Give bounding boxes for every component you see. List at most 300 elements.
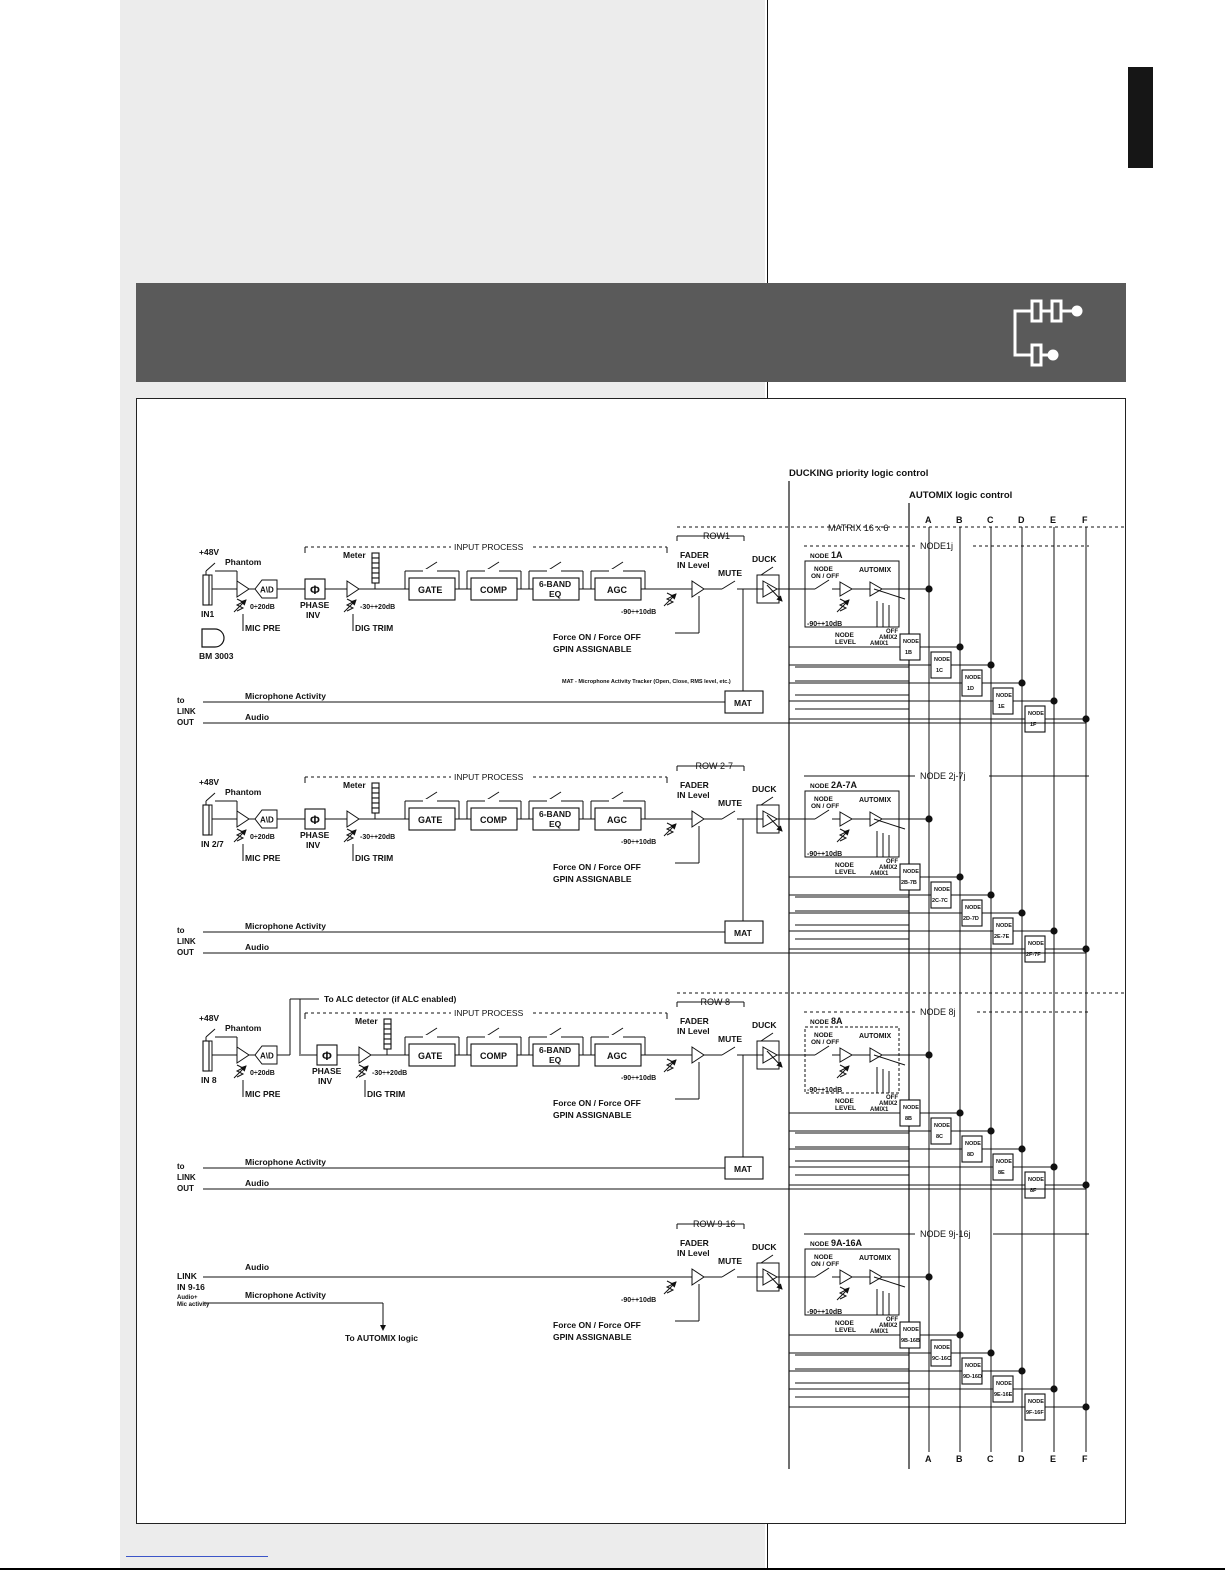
fader-amp bbox=[692, 581, 704, 597]
duck-label: DUCK bbox=[752, 554, 777, 564]
switch-gap bbox=[485, 799, 499, 803]
fader-pot bbox=[667, 1059, 673, 1071]
bus-junction bbox=[1050, 697, 1057, 704]
dig-trim-label: DIG TRIM bbox=[355, 623, 394, 633]
fader-amp bbox=[692, 811, 704, 827]
section-header-banner bbox=[136, 283, 1126, 382]
node-8c-box bbox=[931, 1118, 951, 1144]
node-header-label: NODE 2j-7j bbox=[920, 771, 966, 781]
node-a-name: 1A bbox=[831, 550, 843, 560]
fader-label-1: FADER bbox=[680, 780, 709, 790]
switch-gap bbox=[609, 1035, 623, 1039]
row-label: ROW 9-16 bbox=[693, 1219, 736, 1229]
fader-range: -90÷+10dB bbox=[621, 609, 657, 616]
link-in-label-2: IN 9-16 bbox=[177, 1282, 205, 1292]
node-2d-7d-box bbox=[962, 900, 982, 926]
dig-trim-range: -30÷+20dB bbox=[372, 1070, 408, 1077]
node-tag: NODE bbox=[903, 869, 919, 875]
node-onoff-label-1: NODE bbox=[814, 1254, 833, 1261]
meter-segment bbox=[372, 783, 379, 788]
off-label: OFF bbox=[886, 859, 898, 865]
fader-label-2: IN Level bbox=[677, 790, 710, 800]
bus-letter-bottom-f: F bbox=[1082, 1454, 1088, 1464]
bus-letter-top-f: F bbox=[1082, 515, 1088, 525]
bus-junction bbox=[1082, 715, 1089, 722]
phantom-switch-lever bbox=[206, 1029, 215, 1037]
agc-label: AGC bbox=[607, 585, 627, 595]
signal-flow-diagram bbox=[137, 399, 1127, 1525]
switch-gap bbox=[609, 569, 623, 573]
ad-label: A\D bbox=[260, 1051, 274, 1061]
dig-trim-amp bbox=[347, 811, 359, 827]
row-label: ROW1 bbox=[703, 531, 730, 541]
link-out-to: to bbox=[177, 696, 185, 705]
duck-label: DUCK bbox=[752, 784, 777, 794]
fader-label-2: IN Level bbox=[677, 1248, 710, 1258]
mic-gain-range: 0÷20dB bbox=[250, 834, 275, 841]
node-8f-box bbox=[1025, 1172, 1045, 1198]
node-9e-16e-box bbox=[993, 1376, 1013, 1402]
mic-pre-label: MIC PRE bbox=[245, 623, 281, 633]
phantom-voltage: +48V bbox=[199, 547, 220, 557]
dig-trim-label: DIG TRIM bbox=[367, 1089, 406, 1099]
meter-segment bbox=[384, 1039, 391, 1044]
phantom-label: Phantom bbox=[225, 787, 262, 797]
bus-junction bbox=[1082, 1403, 1089, 1410]
node-onoff-label-2: ON / OFF bbox=[811, 803, 840, 810]
mute-label: MUTE bbox=[718, 1256, 743, 1266]
meter-segment bbox=[372, 803, 379, 808]
switch-gap bbox=[485, 1035, 499, 1039]
gpin-label: GPIN ASSIGNABLE bbox=[553, 1110, 632, 1120]
fader-label-1: FADER bbox=[680, 1238, 709, 1248]
node-level-label-2: LEVEL bbox=[835, 869, 856, 876]
link-out-link: LINK bbox=[177, 937, 196, 946]
bus-junction bbox=[1082, 1181, 1089, 1188]
switch-gap bbox=[423, 569, 437, 573]
gate-label: GATE bbox=[418, 585, 443, 595]
node-range: -90÷+10dB bbox=[807, 851, 843, 858]
amix2-label: AMIX2 bbox=[879, 1101, 898, 1107]
mic-gain-trim-arrow bbox=[234, 1066, 246, 1078]
mic-preamp bbox=[237, 811, 249, 827]
fader-label-2: IN Level bbox=[677, 1026, 710, 1036]
ducking-title: DUCKING priority logic control bbox=[789, 468, 929, 479]
mute-switch bbox=[722, 1269, 735, 1277]
input-process-label: INPUT PROCESS bbox=[454, 772, 524, 782]
node-tag: NODE bbox=[965, 1363, 981, 1369]
node-1b-box bbox=[900, 634, 920, 660]
boundary-mic-icon bbox=[202, 629, 224, 647]
bus-junction bbox=[1018, 1367, 1025, 1374]
node-name: 2F-7F bbox=[1026, 952, 1041, 958]
block-diagram-frame bbox=[136, 398, 1126, 1524]
node-tag: NODE bbox=[903, 1105, 919, 1111]
node-tag: NODE bbox=[903, 1327, 919, 1333]
node-level-label-1: NODE bbox=[835, 862, 854, 869]
mic-gain-trim bbox=[237, 1065, 243, 1077]
meter-segment bbox=[372, 808, 379, 813]
duck-amp bbox=[763, 581, 777, 597]
bus-letters-top bbox=[925, 515, 1088, 525]
audio-label: Audio bbox=[245, 942, 270, 952]
node-name: 9D-16D bbox=[963, 1374, 982, 1380]
node-name: 1E bbox=[998, 704, 1005, 710]
ad-label: A\D bbox=[260, 815, 274, 825]
to-automix-label: To AUTOMIX logic bbox=[345, 1333, 419, 1343]
node-name: 8E bbox=[998, 1170, 1005, 1176]
meter-label: Meter bbox=[343, 780, 366, 790]
node-name: 8F bbox=[1030, 1188, 1037, 1194]
bus-letter-top-a: A bbox=[925, 515, 932, 525]
duck-switch bbox=[761, 797, 773, 805]
node-onoff-label-1: NODE bbox=[814, 566, 833, 573]
phantom-switch-lever bbox=[206, 563, 215, 571]
node-name: 8D bbox=[967, 1152, 975, 1158]
meter-segment bbox=[372, 788, 379, 793]
channel-strip-1 bbox=[177, 527, 1127, 732]
node-tag: NODE bbox=[903, 639, 919, 645]
bus-letter-bottom-a: A bbox=[925, 1454, 932, 1464]
node-tag: NODE bbox=[934, 657, 950, 663]
amix1-label: AMIX1 bbox=[870, 871, 889, 877]
input-label: IN 8 bbox=[201, 1075, 217, 1085]
gpin-label: GPIN ASSIGNABLE bbox=[553, 644, 632, 654]
meter-segment bbox=[384, 1034, 391, 1039]
node-level-label-1: NODE bbox=[835, 1320, 854, 1327]
mute-label: MUTE bbox=[718, 568, 743, 578]
node-header-label: NODE 8j bbox=[920, 1007, 956, 1017]
channel-strip-2-7 bbox=[177, 761, 1090, 962]
phantom-voltage: +48V bbox=[199, 1013, 220, 1023]
force-on-off-label: Force ON / Force OFF bbox=[553, 862, 641, 872]
node-level-label-1: NODE bbox=[835, 632, 854, 639]
switch-gap bbox=[423, 799, 437, 803]
mute-switch bbox=[722, 811, 735, 819]
mic-gain-trim bbox=[237, 829, 243, 841]
mute-switch bbox=[722, 1047, 735, 1055]
bus-letters-bottom bbox=[925, 1454, 1088, 1464]
mic-pre-label: MIC PRE bbox=[245, 853, 281, 863]
channel-strip-8 bbox=[177, 993, 1127, 1198]
gpin-label: GPIN ASSIGNABLE bbox=[553, 1332, 632, 1342]
bus-letter-bottom-d: D bbox=[1018, 1454, 1025, 1464]
phantom-switch-lever bbox=[206, 793, 215, 801]
gpin-label: GPIN ASSIGNABLE bbox=[553, 874, 632, 884]
node-tag: NODE bbox=[965, 675, 981, 681]
node-2b-7b-box bbox=[900, 864, 920, 890]
node-9f-16f-box bbox=[1025, 1394, 1045, 1420]
dig-trim-range: -30÷+20dB bbox=[360, 604, 396, 611]
mic-preamp bbox=[237, 581, 249, 597]
bus-junction bbox=[987, 1127, 994, 1134]
duck-amp bbox=[763, 1047, 777, 1063]
duck-switch bbox=[761, 1255, 773, 1263]
mat-label: MAT bbox=[734, 698, 752, 708]
fader-pot bbox=[667, 593, 673, 605]
dig-trim-label: DIG TRIM bbox=[355, 853, 394, 863]
node-onoff-label-2: ON / OFF bbox=[811, 1261, 840, 1268]
eq-label-1: 6-BAND bbox=[539, 1045, 572, 1055]
dig-trim-amp bbox=[359, 1047, 371, 1063]
node-name: 9B-16B bbox=[901, 1338, 920, 1344]
mute-switch bbox=[722, 581, 735, 589]
node-name: 1F bbox=[1030, 722, 1037, 728]
node-onoff-label-1: NODE bbox=[814, 1032, 833, 1039]
node-level-label-1: NODE bbox=[835, 1098, 854, 1105]
node-tag: NODE bbox=[996, 923, 1012, 929]
bus-lines bbox=[929, 527, 1086, 1452]
node-range: -90÷+10dB bbox=[807, 621, 843, 628]
duck-label: DUCK bbox=[752, 1242, 777, 1252]
node-tag: NODE bbox=[965, 905, 981, 911]
meter-segment bbox=[372, 793, 379, 798]
node-8e-box bbox=[993, 1154, 1013, 1180]
meter-segment bbox=[372, 553, 379, 558]
node-range: -90÷+10dB bbox=[807, 1309, 843, 1316]
mic-gain-range: 0÷20dB bbox=[250, 1070, 275, 1077]
bus-junction bbox=[1050, 1163, 1057, 1170]
row-label: ROW 2-7 bbox=[695, 761, 734, 771]
mic-gain-trim-arrow bbox=[234, 830, 246, 842]
eq-label-1: 6-BAND bbox=[539, 809, 572, 819]
input-process-label: INPUT PROCESS bbox=[454, 542, 524, 552]
matrix-label: MATRIX 16 x 6 bbox=[828, 523, 889, 533]
mat-label: MAT bbox=[734, 928, 752, 938]
automix-label: AUTOMIX bbox=[859, 1033, 892, 1040]
phase-label-1: PHASE bbox=[300, 830, 330, 840]
node-name: 1D bbox=[967, 686, 975, 692]
node-a-tag: NODE bbox=[810, 553, 829, 560]
dig-trim-pot bbox=[347, 599, 353, 611]
fader-range: -90÷+10dB bbox=[621, 1075, 657, 1082]
phantom-voltage: +48V bbox=[199, 777, 220, 787]
node-8b-box bbox=[900, 1100, 920, 1126]
node-9d-16d-box bbox=[962, 1358, 982, 1384]
link-out-to: to bbox=[177, 926, 185, 935]
phase-label-1: PHASE bbox=[300, 600, 330, 610]
phantom-label: Phantom bbox=[225, 1023, 262, 1033]
automix-title: AUTOMIX logic control bbox=[909, 490, 1013, 501]
amix2-label: AMIX2 bbox=[879, 635, 898, 641]
input-process-label: INPUT PROCESS bbox=[454, 1008, 524, 1018]
node-tag: NODE bbox=[996, 1381, 1012, 1387]
dig-trim-pot-arrow bbox=[344, 600, 356, 612]
alc-detector-note: To ALC detector (if ALC enabled) bbox=[324, 994, 457, 1004]
meter-segment bbox=[384, 1044, 391, 1049]
bus-a-junction bbox=[925, 1051, 932, 1058]
node-level-label-2: LEVEL bbox=[835, 1105, 856, 1112]
switch-gap bbox=[485, 569, 499, 573]
routing-icon bbox=[1008, 293, 1098, 373]
channel-strip-link-9-16 bbox=[177, 1219, 1090, 1420]
xlr-connector-icon bbox=[203, 1041, 209, 1071]
dig-trim-range: -30÷+20dB bbox=[360, 834, 396, 841]
fader-pot-arrow bbox=[664, 824, 676, 836]
node-tag: NODE bbox=[1028, 941, 1044, 947]
phase-symbol: Φ bbox=[310, 583, 320, 597]
duck-amp bbox=[763, 1269, 777, 1285]
mic-activity-label: Microphone Activity bbox=[245, 691, 326, 701]
duck-switch bbox=[761, 567, 773, 575]
bus-junction bbox=[1018, 679, 1025, 686]
fader-pot-arrow bbox=[664, 1282, 676, 1294]
bus-junction bbox=[956, 873, 963, 880]
link-in-label-4: Mic activity bbox=[177, 1302, 210, 1308]
automix-label: AUTOMIX bbox=[859, 567, 892, 574]
link-in-label-1: LINK bbox=[177, 1271, 197, 1281]
node-onoff-label-1: NODE bbox=[814, 796, 833, 803]
dig-trim-pot bbox=[347, 829, 353, 841]
node-tag: NODE bbox=[1028, 711, 1044, 717]
force-on-off-label: Force ON / Force OFF bbox=[553, 632, 641, 642]
node-tag: NODE bbox=[965, 1141, 981, 1147]
gate-label: GATE bbox=[418, 1051, 443, 1061]
node-tag: NODE bbox=[1028, 1177, 1044, 1183]
node-range: -90÷+10dB bbox=[807, 1087, 843, 1094]
agc-label: AGC bbox=[607, 1051, 627, 1061]
bus-junction bbox=[987, 661, 994, 668]
node-name: 9F-16F bbox=[1026, 1410, 1044, 1416]
node-a-name: 2A-7A bbox=[831, 780, 858, 790]
node-a-name: 9A-16A bbox=[831, 1238, 863, 1248]
bus-letter-top-e: E bbox=[1050, 515, 1057, 525]
off-label: OFF bbox=[886, 629, 898, 635]
node-name: 1B bbox=[905, 650, 913, 656]
mic-activity-label: Microphone Activity bbox=[245, 921, 326, 931]
node-name: 9E-16E bbox=[994, 1392, 1013, 1398]
footer-link-underline[interactable] bbox=[126, 1556, 268, 1557]
fader-range: -90÷+10dB bbox=[621, 1297, 657, 1304]
switch-gap bbox=[547, 799, 561, 803]
switch-gap bbox=[547, 1035, 561, 1039]
dig-trim-pot bbox=[359, 1065, 365, 1077]
meter-segment bbox=[372, 568, 379, 573]
node-name: 1C bbox=[936, 668, 944, 674]
node-onoff-label-2: ON / OFF bbox=[811, 573, 840, 580]
fader-label-1: FADER bbox=[680, 550, 709, 560]
meter-label: Meter bbox=[343, 550, 366, 560]
audio-label: Audio bbox=[245, 712, 270, 722]
fader-pot-arrow bbox=[664, 594, 676, 606]
meter-segment bbox=[372, 563, 379, 568]
ad-label: A\D bbox=[260, 585, 274, 595]
node-2e-7e-box bbox=[993, 918, 1013, 944]
phase-symbol: Φ bbox=[322, 1049, 332, 1063]
mic-preamp bbox=[237, 1047, 249, 1063]
meter-segment bbox=[372, 578, 379, 583]
fader-pot bbox=[667, 1281, 673, 1293]
node-onoff-label-2: ON / OFF bbox=[811, 1039, 840, 1046]
node-a-name: 8A bbox=[831, 1016, 843, 1026]
input-label: IN 2/7 bbox=[201, 839, 224, 849]
fader-amp bbox=[692, 1047, 704, 1063]
force-on-off-label: Force ON / Force OFF bbox=[553, 1098, 641, 1108]
duck-switch bbox=[761, 1033, 773, 1041]
eq-label-2: EQ bbox=[549, 1055, 562, 1065]
eq-label-2: EQ bbox=[549, 819, 562, 829]
node-9b-16b-box bbox=[900, 1322, 920, 1348]
meter-segment bbox=[384, 1029, 391, 1034]
bus-letter-top-b: B bbox=[956, 515, 963, 525]
mute-label: MUTE bbox=[718, 1034, 743, 1044]
mic-gain-range: 0÷20dB bbox=[250, 604, 275, 611]
fader-label-2: IN Level bbox=[677, 560, 710, 570]
node-name: 2E-7E bbox=[994, 934, 1010, 940]
comp-label: COMP bbox=[480, 585, 507, 595]
bus-junction bbox=[1050, 927, 1057, 934]
phase-symbol: Φ bbox=[310, 813, 320, 827]
node-9c-16c-box bbox=[931, 1340, 951, 1366]
audio-label: Audio bbox=[245, 1262, 270, 1272]
off-label: OFF bbox=[886, 1095, 898, 1101]
gate-label: GATE bbox=[418, 815, 443, 825]
bus-a-junction bbox=[925, 585, 932, 592]
bus-junction bbox=[956, 643, 963, 650]
link-in-label-3: Audio+ bbox=[177, 1295, 198, 1301]
link-out-link: LINK bbox=[177, 707, 196, 716]
link-out-to: to bbox=[177, 1162, 185, 1171]
bus-junction bbox=[1050, 1385, 1057, 1392]
fader-pot-arrow bbox=[664, 1060, 676, 1072]
mic-activity-label: Microphone Activity bbox=[245, 1157, 326, 1167]
node-level-label-2: LEVEL bbox=[835, 639, 856, 646]
node-1f-box bbox=[1025, 706, 1045, 732]
bus-letter-bottom-c: C bbox=[987, 1454, 994, 1464]
mute-label: MUTE bbox=[718, 798, 743, 808]
meter-label: Meter bbox=[355, 1016, 378, 1026]
node-name: 9C-16C bbox=[932, 1356, 951, 1362]
node-header-label: NODE1j bbox=[920, 541, 954, 551]
automix-label: AUTOMIX bbox=[859, 797, 892, 804]
node-2f-7f-box bbox=[1025, 936, 1045, 962]
off-label: OFF bbox=[886, 1317, 898, 1323]
node-level-label-2: LEVEL bbox=[835, 1327, 856, 1334]
bus-a-junction bbox=[925, 1273, 932, 1280]
automix-label: AUTOMIX bbox=[859, 1255, 892, 1262]
switch-gap bbox=[609, 799, 623, 803]
node-a-tag: NODE bbox=[810, 1241, 829, 1248]
phase-label-2: INV bbox=[306, 840, 321, 850]
node-name: 8C bbox=[936, 1134, 944, 1140]
node-tag: NODE bbox=[934, 887, 950, 893]
node-tag: NODE bbox=[996, 693, 1012, 699]
fader-label-1: FADER bbox=[680, 1016, 709, 1026]
node-a-tag: NODE bbox=[810, 783, 829, 790]
phase-label-2: INV bbox=[306, 610, 321, 620]
bus-letter-bottom-e: E bbox=[1050, 1454, 1057, 1464]
mat-note: MAT - Microphone Activity Tracker (Open, Close, RMS level, etc.) bbox=[562, 679, 731, 685]
fader-range: -90÷+10dB bbox=[621, 839, 657, 846]
duck-label: DUCK bbox=[752, 1020, 777, 1030]
link-out-out: OUT bbox=[177, 948, 194, 957]
meter-segment bbox=[384, 1019, 391, 1024]
comp-label: COMP bbox=[480, 1051, 507, 1061]
node-tag: NODE bbox=[934, 1123, 950, 1129]
bus-junction bbox=[987, 891, 994, 898]
input-label: IN1 bbox=[201, 609, 215, 619]
link-out-link: LINK bbox=[177, 1173, 196, 1182]
bm3003-label: BM 3003 bbox=[199, 651, 234, 661]
force-on-off-label: Force ON / Force OFF bbox=[553, 1320, 641, 1330]
node-name: 2B-7B bbox=[901, 880, 917, 886]
amix1-label: AMIX1 bbox=[870, 1329, 889, 1335]
mic-pre-label: MIC PRE bbox=[245, 1089, 281, 1099]
node-tag: NODE bbox=[1028, 1399, 1044, 1405]
mat-label: MAT bbox=[734, 1164, 752, 1174]
link-out-out: OUT bbox=[177, 718, 194, 727]
meter-segment bbox=[372, 798, 379, 803]
